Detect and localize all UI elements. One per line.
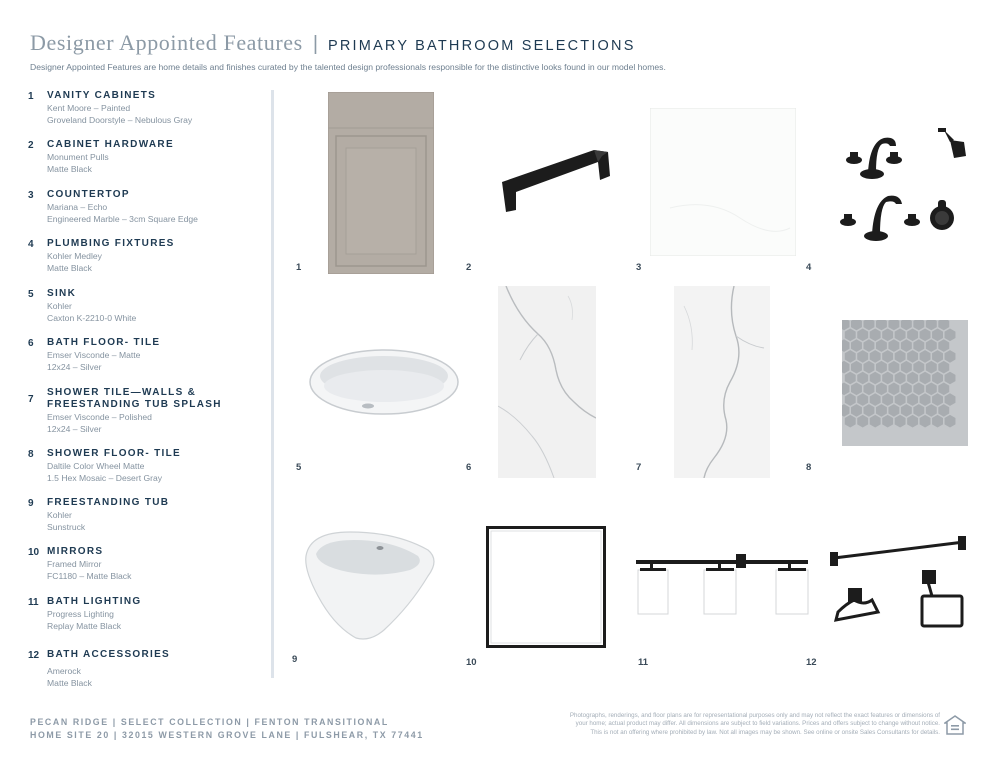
- column-divider: [271, 90, 274, 678]
- item-detail: Sunstruck: [47, 522, 86, 533]
- item-detail: Matte Black: [47, 164, 92, 175]
- item-number: 10: [28, 547, 40, 558]
- item-detail: Framed Mirror: [47, 559, 102, 569]
- item-number: 6: [28, 338, 34, 349]
- item-detail: Kohler: [47, 510, 72, 520]
- footer-address-line: HOME SITE 20 | 32015 WESTERN GROVE LANE | FULSHEAR, TX 77441: [30, 730, 424, 740]
- item-number: 4: [28, 239, 34, 250]
- disclaimer-line: Photographs, renderings, and floor plans are for representational purposes only and may not reflect the exact features or dimensions of: [569, 712, 940, 719]
- item-number: 2: [28, 140, 34, 151]
- item-number: 5: [28, 289, 34, 300]
- grid-label-2: 2: [466, 262, 472, 273]
- footer-community-info: [30, 716, 424, 742]
- item-detail: 12x24 – Silver: [47, 362, 102, 373]
- intro-text: Designer Appointed Features are home details and finishes curated by the talented design professionals responsible for the distinctive looks found in our model homes.: [30, 62, 666, 72]
- grid-label-5: 5: [296, 462, 302, 473]
- grid-label-6: 6: [466, 462, 472, 473]
- list-item-mirrors: [28, 546, 263, 583]
- grid-label-9: 9: [292, 654, 298, 665]
- shower-floor-hex-tile-image: [842, 320, 968, 446]
- disclaimer-line: your home; actual product may differ. All dimensions are subject to field variations. Prices and offers subject to change without notice.: [575, 720, 940, 728]
- list-item-countertop: [28, 189, 263, 226]
- item-name: VANITY CABINETS: [47, 90, 157, 101]
- item-name: CABINET HARDWARE: [47, 139, 174, 150]
- grid-label-11: 11: [638, 657, 649, 668]
- item-detail: Mariana – Echo: [47, 202, 108, 212]
- title-separator: |: [312, 33, 319, 55]
- countertop-image: [650, 108, 796, 256]
- item-detail: Groveland Doorstyle – Nebulous Gray: [47, 115, 193, 126]
- bath-lighting-image: [636, 554, 812, 618]
- shower-wall-tile-image: [674, 286, 770, 478]
- item-number: 12: [28, 650, 40, 661]
- list-item-bath-accessories: [28, 649, 263, 690]
- list-item-cabinet-hardware: [28, 139, 263, 176]
- item-name: FREESTANDING TUB: [47, 497, 170, 508]
- equal-housing-icon: [944, 715, 966, 735]
- grid-label-7: 7: [636, 462, 642, 473]
- grid-label-8: 8: [806, 462, 812, 473]
- list-item-bath-floor-tile: [28, 337, 263, 374]
- grid-label-10: 10: [466, 657, 477, 668]
- item-number: 3: [28, 190, 34, 201]
- item-detail: 1.5 Hex Mosaic – Desert Gray: [47, 473, 163, 484]
- list-item-shower-tile: [28, 387, 228, 436]
- title-line: [30, 30, 970, 56]
- footer-disclaimer: [500, 712, 940, 737]
- item-detail: Daltile Color Wheel Matte: [47, 461, 145, 471]
- item-detail: Replay Matte Black: [47, 621, 122, 632]
- list-item-sink: [28, 288, 263, 325]
- list-item-shower-floor-tile: [28, 448, 263, 485]
- list-item-vanity-cabinets: [28, 90, 263, 127]
- grid-label-12: 12: [806, 657, 817, 668]
- cabinet-pull-image: [496, 140, 618, 216]
- item-number: 1: [28, 91, 34, 102]
- page-subtitle: PRIMARY BATHROOM SELECTIONS: [328, 38, 636, 54]
- footer-collection-line: PECAN RIDGE | SELECT COLLECTION | FENTON TRANSITIONAL: [30, 717, 389, 727]
- freestanding-tub-image: [300, 526, 440, 644]
- list-item-freestanding-tub: [28, 497, 263, 534]
- item-name: SHOWER TILE—WALLS & FREESTANDING TUB SPLASH: [47, 387, 222, 410]
- item-detail: FC1180 – Matte Black: [47, 571, 132, 582]
- item-number: 7: [28, 394, 34, 405]
- item-name: COUNTERTOP: [47, 189, 130, 200]
- page-header: [30, 30, 970, 72]
- item-detail: Emser Visconde – Polished: [47, 412, 152, 422]
- item-number: 9: [28, 498, 34, 509]
- item-detail: Kent Moore – Painted: [47, 103, 131, 113]
- item-detail: Engineered Marble – 3cm Square Edge: [47, 214, 198, 225]
- item-detail: Kohler: [47, 301, 72, 311]
- grid-label-1: 1: [296, 262, 302, 273]
- item-detail: Matte Black: [47, 263, 92, 274]
- grid-label-4: 4: [806, 262, 812, 273]
- plumbing-fixtures-image: [836, 122, 974, 244]
- framed-mirror-image: [486, 526, 606, 648]
- item-name: PLUMBING FIXTURES: [47, 238, 175, 249]
- bath-accessories-image: [830, 534, 968, 630]
- disclaimer-line: This is not an offering where prohibited by law. Not all images may be shown. See online or onsite Sales Consultants for details.: [590, 728, 940, 736]
- item-name: SINK: [47, 288, 77, 299]
- item-detail: Monument Pulls: [47, 152, 109, 162]
- item-detail: Emser Visconde – Matte: [47, 350, 141, 360]
- list-item-bath-lighting: [28, 596, 263, 633]
- grid-label-3: 3: [636, 262, 642, 273]
- item-name: SHOWER FLOOR- TILE: [47, 448, 181, 459]
- item-number: 11: [28, 597, 39, 608]
- sink-image: [306, 346, 462, 420]
- item-detail: Caxton K-2210-0 White: [47, 313, 137, 324]
- item-name: MIRRORS: [47, 546, 104, 557]
- list-item-plumbing-fixtures: [28, 238, 263, 275]
- item-name: BATH ACCESSORIES: [47, 649, 171, 660]
- item-name: BATH LIGHTING: [47, 596, 142, 607]
- item-detail: Kohler Medley: [47, 251, 102, 261]
- item-number: 8: [28, 449, 34, 460]
- item-name: BATH FLOOR- TILE: [47, 337, 161, 348]
- item-detail: Matte Black: [47, 678, 92, 689]
- page-title: Designer Appointed Features: [30, 30, 303, 55]
- item-detail: 12x24 – Silver: [47, 424, 102, 435]
- item-detail: Amerock: [47, 666, 81, 676]
- bath-floor-tile-image: [498, 286, 596, 478]
- item-detail: Progress Lighting: [47, 609, 114, 619]
- vanity-cabinet-image: [328, 92, 434, 274]
